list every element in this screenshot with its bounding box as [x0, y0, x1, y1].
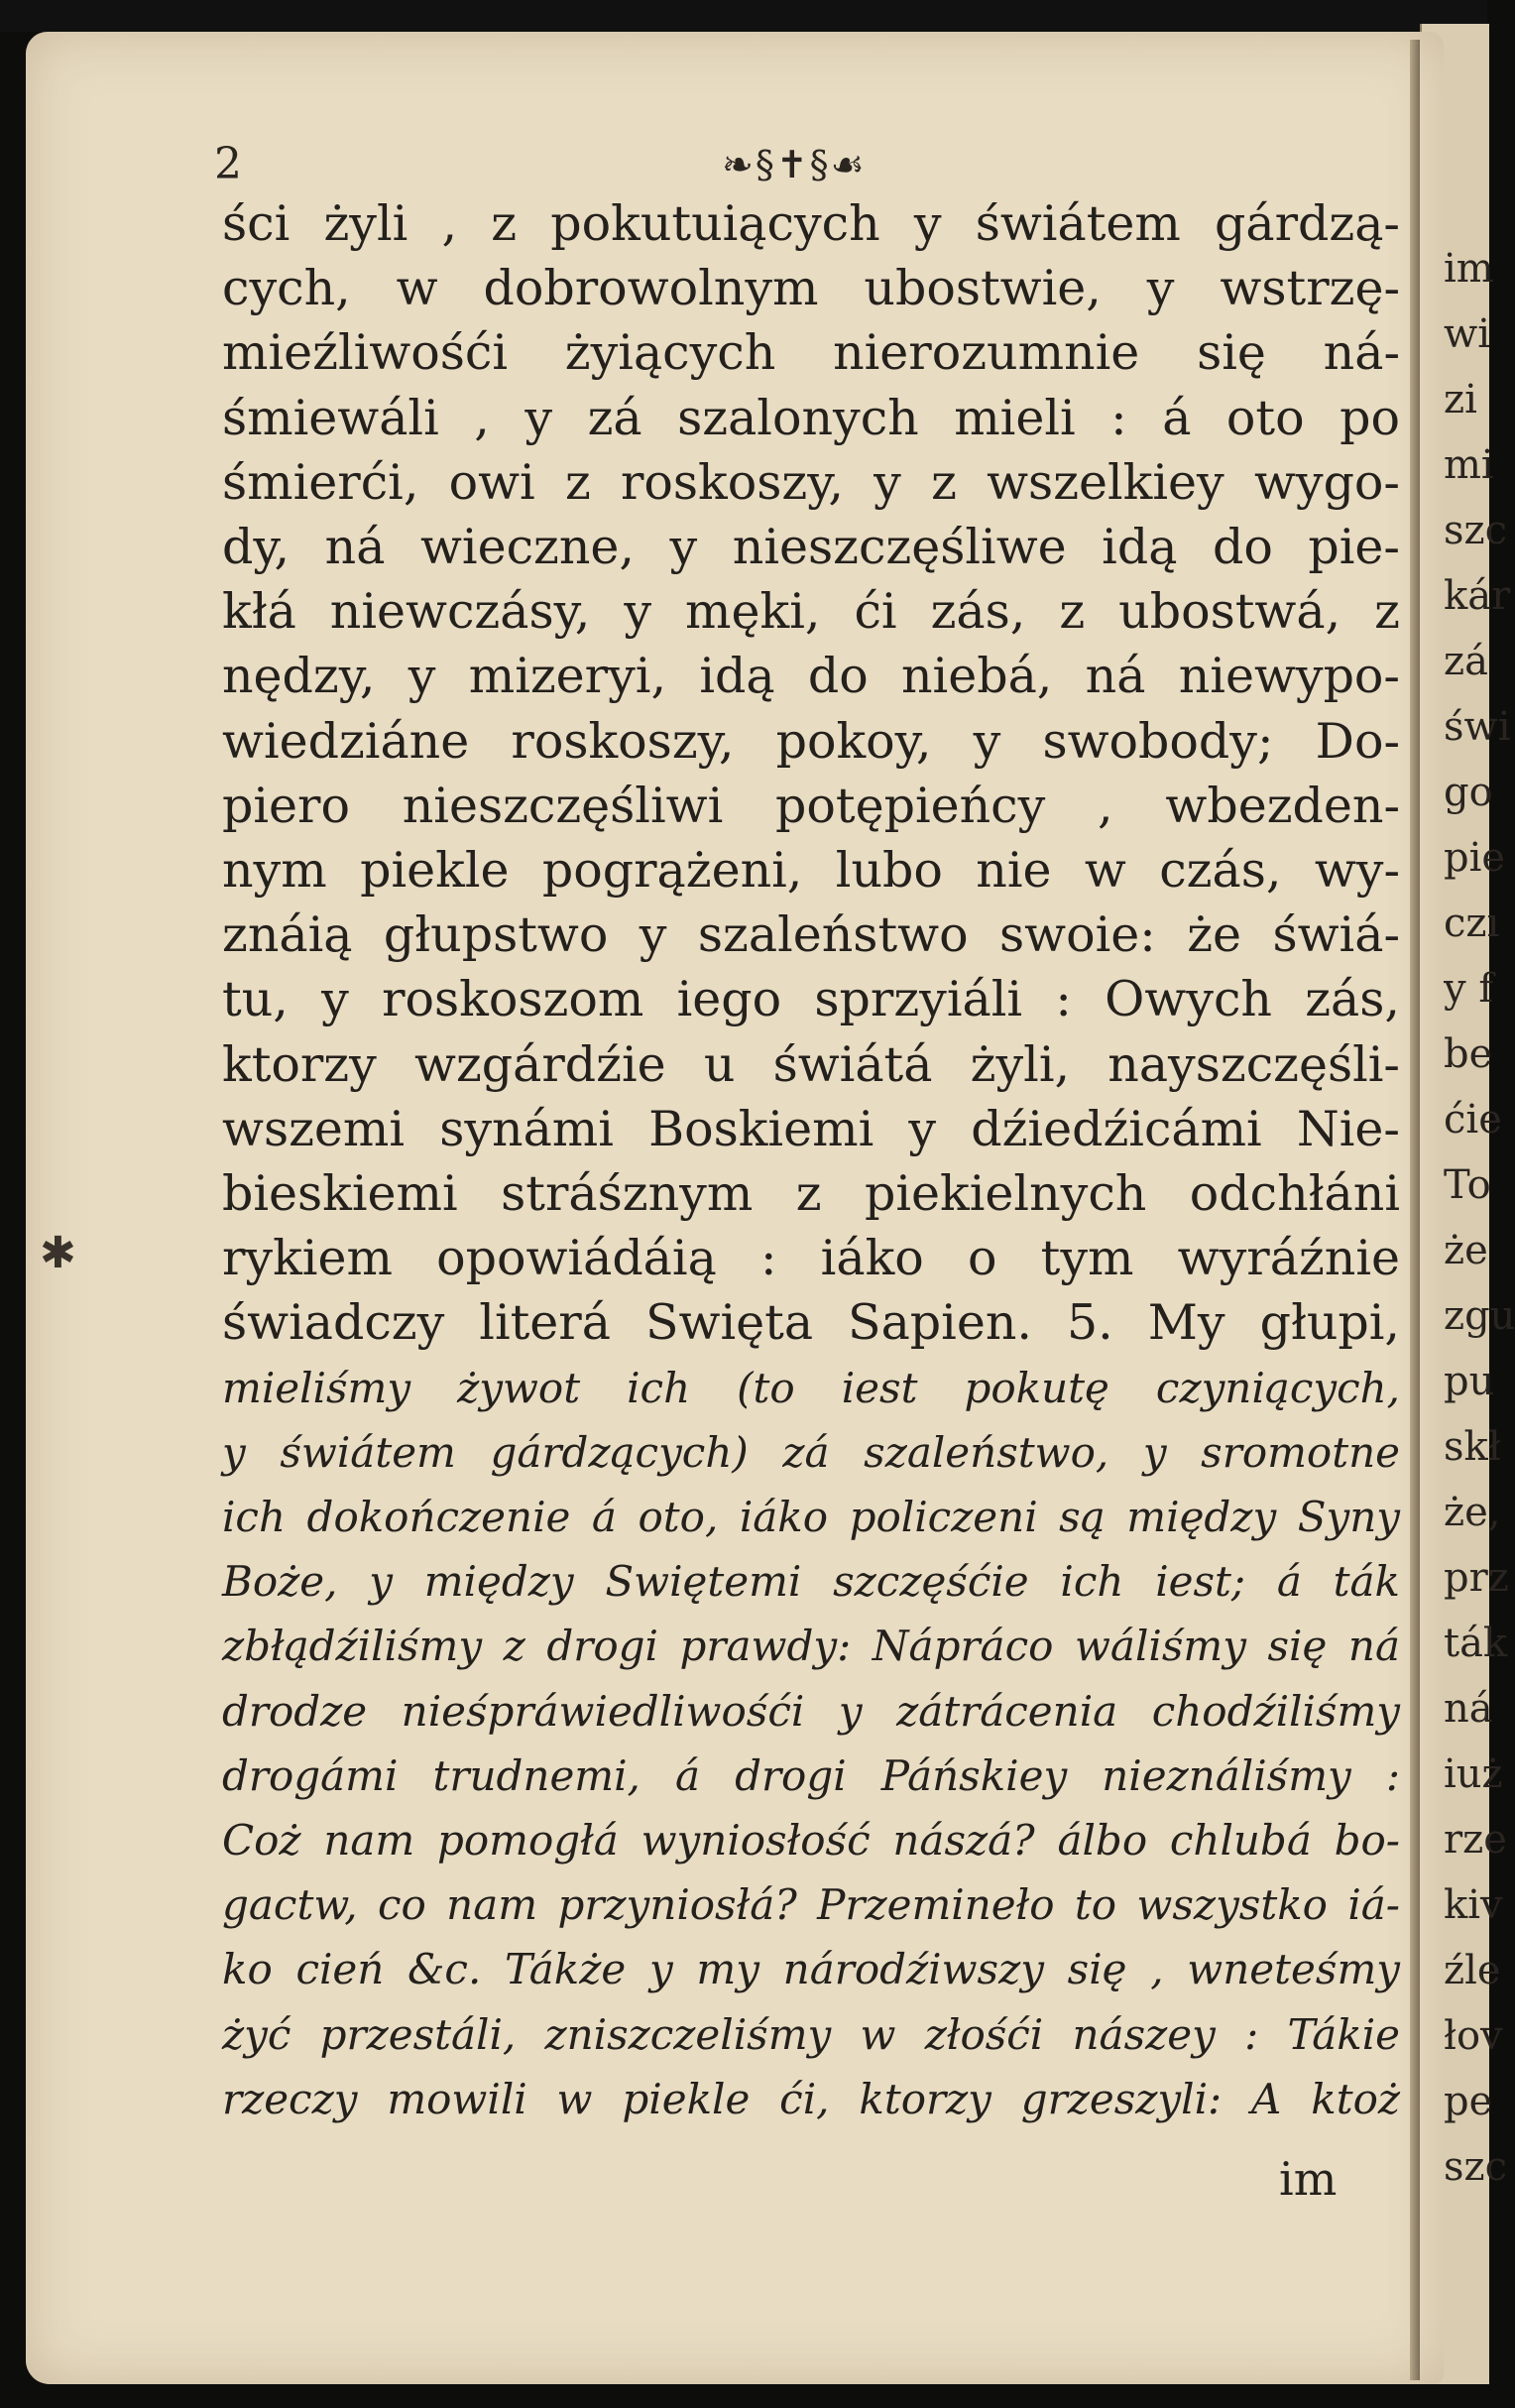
text-line: drogámi trudnemi, á drogi Páńskiey nieználiśmy :: [222, 1750, 1400, 1800]
text-line: kłá niewczásy, y męki, ći zás, z ubostwá, z: [222, 583, 1400, 641]
adjacent-page-fragment: kár: [1444, 573, 1511, 619]
adjacent-page-fragment: go: [1444, 770, 1493, 815]
adjacent-page-fragment: ná: [1444, 1686, 1493, 1732]
text-line: znáią głupstwo y szaleństwo swoie: że świá-: [222, 906, 1400, 964]
adjacent-page-fragment: że: [1444, 1228, 1488, 1273]
text-line: nędzy, y mizeryi, idą do niebá, ná niewypo-: [222, 648, 1400, 705]
text-line: Boże, y między Swiętemi szczęśćie ich iest; á ták: [222, 1557, 1400, 1607]
adjacent-page-fragment: ták: [1444, 1621, 1508, 1666]
text-line: ich dokończenie á oto, iáko policzeni są między Syny: [222, 1493, 1400, 1541]
text-line: ści żyli , z pokutuiących y świátem gárdzą-: [222, 195, 1400, 252]
text-line: y świátem gárdzących) zá szaleństwo, y sromotne: [222, 1427, 1400, 1477]
adjacent-page-fragment: zá: [1444, 639, 1488, 684]
adjacent-page-fragment: pu: [1444, 1359, 1495, 1404]
text-line: bieskiemi stráśznym z piekielnych odchłáni: [222, 1165, 1400, 1222]
text-line: śmiewáli , y zá szalonych mieli : á oto po: [222, 389, 1400, 446]
adjacent-page-fragment: To: [1444, 1162, 1491, 1208]
scan-background: [0, 0, 1487, 32]
text-line: żyć przestáli, zniszczeliśmy w złośći nászey : Tákie: [222, 2009, 1400, 2059]
text-line: mieźliwośći żyiących nierozumnie się ná-: [222, 324, 1400, 382]
text-line: rzeczy mowili w piekle ći, ktorzy grzeszyli: A ktoż: [222, 2074, 1400, 2123]
adjacent-page-fragment: szc: [1444, 2144, 1508, 2190]
adjacent-page-fragment: prz: [1444, 1555, 1509, 1601]
text-line: mieliśmy żywot ich (to iest pokutę czyniących,: [222, 1363, 1400, 1412]
adjacent-page-fragment: wi: [1444, 311, 1491, 357]
text-line: świadczy literá Swięta Sapien. 5. My głupi,: [222, 1294, 1400, 1352]
adjacent-page-fragment: im: [1444, 246, 1494, 292]
text-line: cych, w dobrowolnym ubostwie, y wstrzę-: [222, 260, 1400, 317]
text-line: ktorzy wzgárdźie u świátá żyli, nayszczęśli-: [222, 1035, 1400, 1093]
text-line: Coż nam pomogłá wyniosłość nászá? álbo chlubá bo-: [222, 1816, 1400, 1865]
adjacent-page-fragment: kiv: [1444, 1882, 1503, 1928]
text-line: śmierći, owi z roskoszy, y z wszelkiey wygo-: [222, 453, 1400, 511]
header-ornament: ❧§✝§☙: [722, 143, 867, 186]
adjacent-page-fragment: zgu: [1444, 1293, 1515, 1339]
text-line: dy, ná wieczne, y nieszczęśliwe idą do pie-: [222, 519, 1400, 575]
adjacent-page-fragment: mi: [1444, 442, 1494, 488]
text-line: wszemi synámi Boskiemi y dźiedźicámi Nie-: [222, 1100, 1400, 1157]
adjacent-page-fragment: łov: [1444, 2013, 1503, 2059]
text-line: piero nieszczęśliwi potępieńcy , wbezden-: [222, 777, 1400, 834]
text-line: nym piekle pogrążeni, lubo nie w czás, wy-: [222, 842, 1400, 899]
margin-mark-icon: ✱: [40, 1228, 76, 1278]
adjacent-page-fragment: szc: [1444, 508, 1508, 553]
adjacent-page-fragment: iuż: [1444, 1751, 1503, 1797]
adjacent-page-fragment: zi: [1444, 377, 1477, 422]
text-line: ko cień &c. Tákże y my národźiwszy się , wneteśmy: [222, 1945, 1400, 1994]
adjacent-page-fragment: pe: [1444, 2079, 1493, 2124]
text-line: tu, y roskoszom iego sprzyiáli : Owych zás,: [222, 971, 1400, 1028]
adjacent-page-fragment: y f: [1444, 966, 1494, 1012]
adjacent-page-fragment: że,: [1444, 1490, 1501, 1535]
adjacent-page-fragment: świ: [1444, 704, 1511, 750]
adjacent-page-fragment: rze: [1444, 1817, 1507, 1863]
text-line: rykiem opowiádáią : iáko o tym wyráźnie: [222, 1230, 1400, 1287]
page-gutter-shadow: [1410, 40, 1420, 2380]
adjacent-page-fragment: be: [1444, 1031, 1493, 1077]
adjacent-page-fragment: czı: [1444, 901, 1500, 946]
text-line: gactw, co nam przyniosłá? Przemineło to wszystko iá-: [222, 1880, 1400, 1930]
adjacent-page-fragment: ćie: [1444, 1097, 1502, 1143]
text-line: drodze nieśpráwiedliwośći y zátrácenia chodźiliśmy: [222, 1686, 1400, 1736]
text-line: wiedziáne roskoszy, pokoy, y swobody; Do-: [222, 712, 1400, 770]
catchword: im: [1279, 2152, 1338, 2206]
page-number: 2: [214, 139, 242, 189]
adjacent-page-fragment: pie: [1444, 835, 1506, 881]
text-line: zbłądźiliśmy z drogi prawdy: Nápráco wáliśmy się ná: [222, 1622, 1400, 1671]
adjacent-page-fragment: źle: [1444, 1948, 1501, 1993]
adjacent-page-fragment: skł: [1444, 1424, 1501, 1470]
